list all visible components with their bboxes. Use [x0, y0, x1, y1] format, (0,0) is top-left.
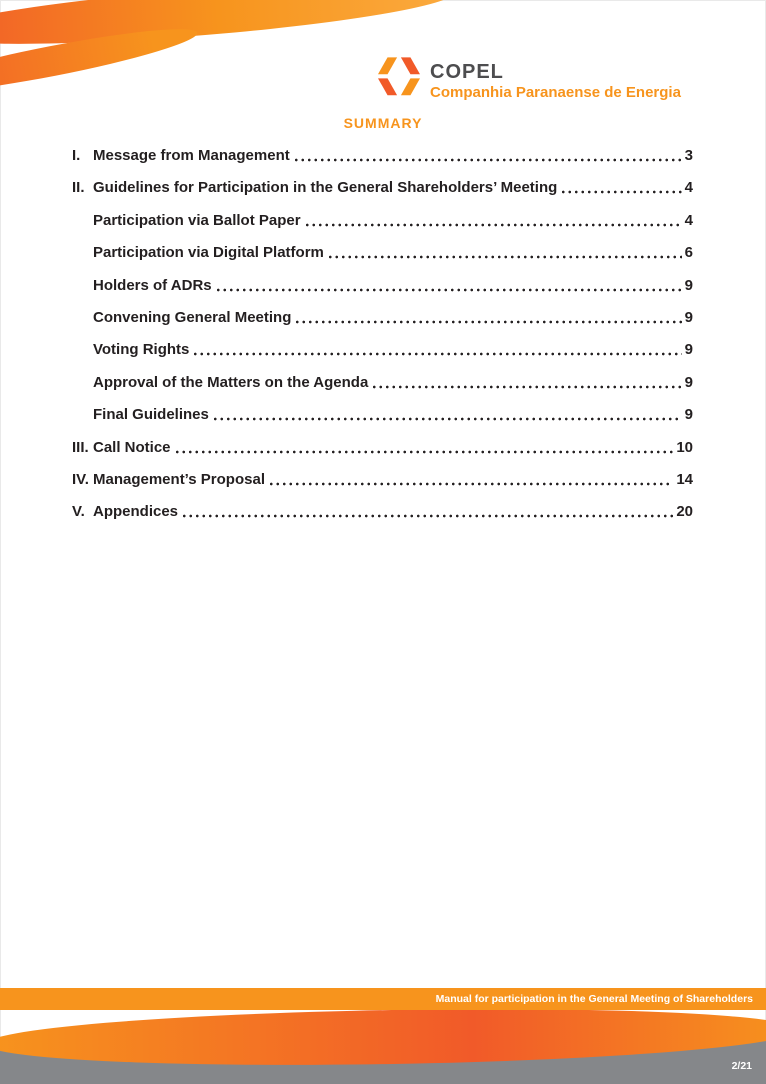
logo-text [430, 56, 681, 102]
dot-leader [293, 158, 682, 162]
toc-entry-label: Holders of ADRs [93, 276, 212, 294]
footer-banner [0, 988, 766, 1010]
page-title: SUMMARY [343, 115, 423, 131]
footer-banner-text: Manual for participation in the General Meeting of Shareholders [435, 993, 753, 1005]
copel-logo [378, 56, 681, 102]
dot-leader [327, 255, 682, 259]
toc-entry-page: 20 [676, 503, 693, 521]
dot-leader [215, 288, 682, 292]
toc-entry-label: Call Notice [93, 438, 171, 456]
toc-entry-page: 9 [684, 276, 693, 294]
toc-entry [72, 373, 693, 393]
toc-entry-page: 10 [676, 438, 693, 456]
dot-leader [212, 417, 682, 421]
toc-entry-page: 14 [676, 470, 693, 488]
toc-entry-label: Voting Rights [93, 341, 190, 359]
copel-logo-mark-icon [378, 56, 420, 98]
toc-entry-label: Convening General Meeting [93, 308, 292, 326]
toc-entry [72, 243, 693, 263]
toc-entry-page: 9 [684, 308, 693, 326]
dot-leader [268, 482, 673, 486]
toc-entry-numeral: III. [72, 438, 89, 456]
dot-leader [174, 450, 674, 454]
table-of-contents [72, 146, 693, 535]
toc-entry-label: Appendices [93, 503, 179, 521]
page-number: 2/21 [731, 1060, 752, 1072]
toc-entry-numeral: II. [72, 179, 85, 197]
toc-entry [72, 308, 693, 328]
toc-entry [72, 146, 693, 166]
toc-entry [72, 470, 693, 490]
dot-leader [304, 223, 682, 227]
toc-entry-page: 9 [684, 341, 693, 359]
toc-entry [72, 405, 693, 425]
toc-entry [72, 211, 693, 231]
toc-entry-page: 4 [684, 211, 693, 229]
toc-entry-numeral: IV. [72, 470, 89, 488]
toc-entry-page: 9 [684, 373, 693, 391]
toc-entry-page: 4 [684, 179, 693, 197]
toc-entry-numeral: I. [72, 147, 81, 164]
toc-entry-page: 9 [684, 406, 693, 424]
toc-entry-numeral: V. [72, 503, 85, 521]
toc-entry-label: Participation via Digital Platform [93, 244, 324, 262]
dot-leader [371, 385, 681, 389]
toc-entry-label: Participation via Ballot Paper [93, 211, 301, 229]
dot-leader [294, 320, 681, 324]
dot-leader [560, 190, 681, 194]
toc-entry-label: Guidelines for Participation in the General Shareholders’ Meeting [93, 179, 558, 197]
dot-leader [181, 514, 673, 518]
toc-entry-page: 3 [684, 147, 693, 164]
logo-name: COPEL [430, 61, 504, 83]
toc-entry [72, 502, 693, 522]
toc-entry [72, 276, 693, 296]
logo-subtitle: Companhia Paranaense de Energia [430, 84, 681, 101]
toc-entry [72, 178, 693, 198]
toc-entry-label: Management’s Proposal [93, 470, 265, 488]
toc-entry-page: 6 [684, 244, 693, 262]
toc-entry [72, 438, 693, 458]
toc-entry-label: Final Guidelines [93, 406, 209, 424]
toc-entry [72, 340, 693, 360]
dot-leader [192, 352, 681, 356]
toc-entry-label: Message from Management [93, 147, 290, 164]
toc-entry-label: Approval of the Matters on the Agenda [93, 373, 369, 391]
